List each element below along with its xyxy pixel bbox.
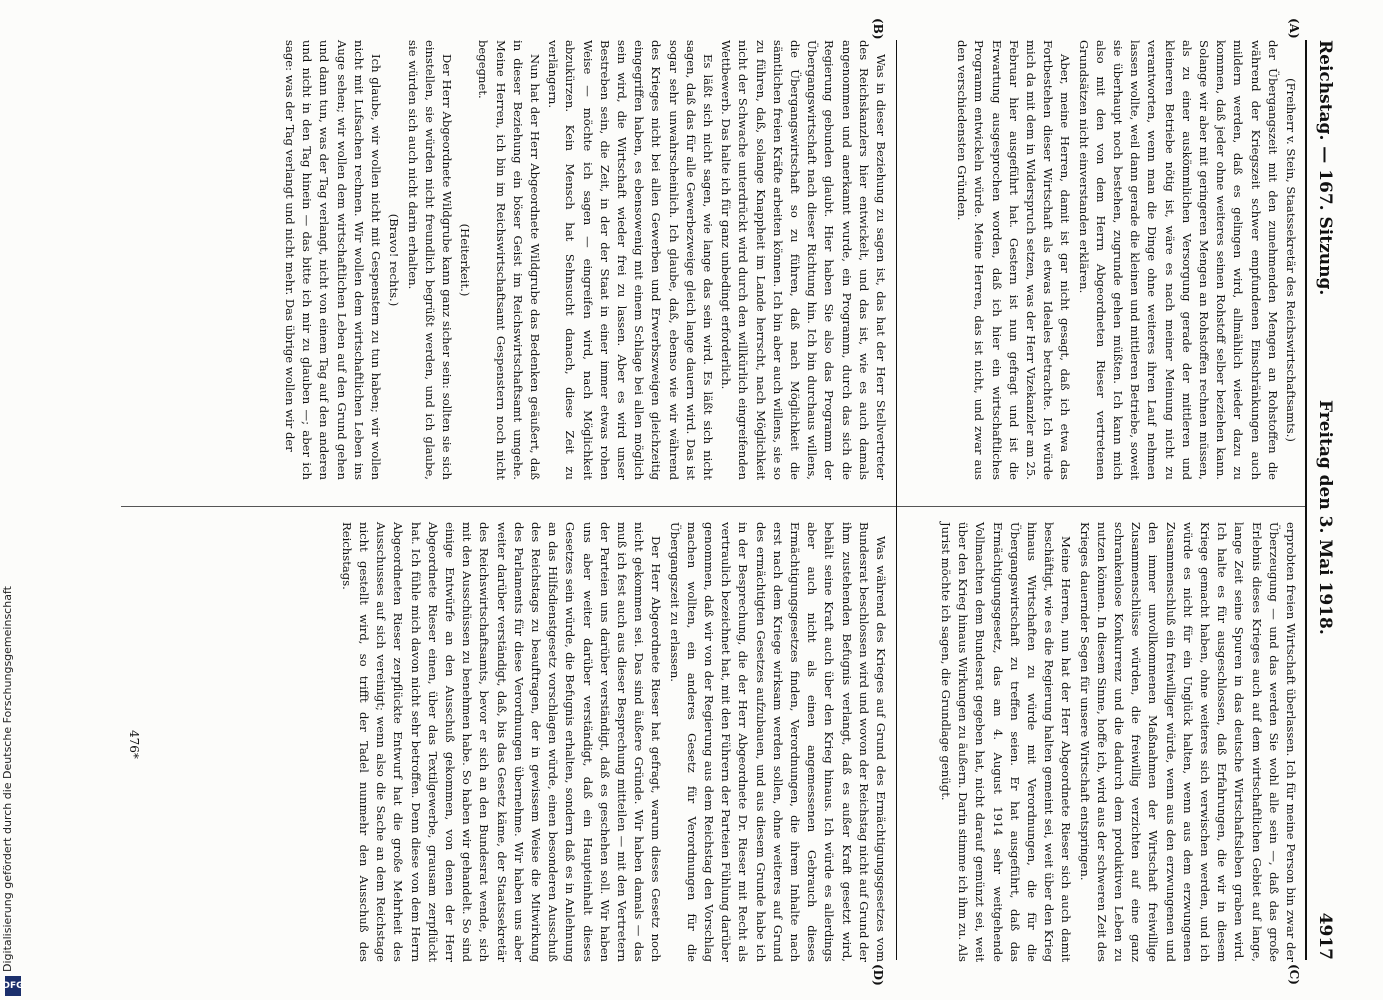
interjection: (Bravo! rechts.) — [387, 213, 402, 307]
column-divider — [121, 506, 1305, 507]
paragraph: erprobten freien Wirtschaft überlassen. Ich für meine Person bin zwar der Überzeugung — und das werden Sie wohl alle sein —, daß das große Erlebnis dieses Krieges auch auf dem wirtschaftlichen Gebiet auf lange, lange Zeit seine Spuren in das deutsche Wirtschaftsleben graben wird. Ich halte es für ausgeschlossen, daß Erfahrungen, die wir in diesem Kriege gemacht haben, ohne weiteres sich verwischen werden, und ich würde es nicht für ein Unglück halten, wenn aus dem erzwungenen Zusammenschluß ein freiwilliger würde, wenn aus den erzwungenen und den immer unvollkommenen Maßnahmen der Wirtschaft freiwillige Zusammenschlüsse würden, die freiwillig verzichten auf eine ganz schrankenlose Konkurrenz und die dadurch dem produktiven Leben zu nutzen können. In diesem Sinne, hoffe ich, wird aus der schweren Zeit des Krieges dauernder Segen für unsere Wirtschaft entspringen. — [1077, 522, 1298, 962]
section-divider — [896, 40, 897, 960]
paragraph: Es läßt sich nicht sagen, wie lange das sein wird. Es läßt sich nicht sagen, daß das für alle Gewerbezweige gleich lange dauern wird. Das ist sogar sehr unwahrscheinlich. Ich glaube, daß, ebenso wie wir während des Krieges nicht bei allen Gewerben und Erwerbszweigen gleichzeitig eingegriffen haben, es ebensowenig mit einem Schlage bei allen möglich sein wird, die Wirtschaft wieder frei zu lassen. Aber es wird unser Bestreben sein, die Zeit, in der der Staat in einer immer etwas rohen Weise — möchte ich sagen — eingreifen wird, nach Möglichkeit abzukürzen. Kein Mensch hat Sehnsucht danach, diese Zeit zu verlängern. — [546, 40, 715, 480]
header-date: Freitag den 3. Mai 1918. — [1315, 400, 1335, 635]
header-left: Reichstag. — 167. Sitzung. — [1315, 40, 1335, 296]
paragraph: Der Herr Abgeordnete Rieser hat gefragt, warum dieses Gesetz noch nicht gekommen sei. Das sind äußere Gründe. Wir haben damals — das muß ich fest auch aus dieser Besprechung mitteilen — mit den Vertretern der Parteien uns darüber verständigt, daß es geschehen soll. Wir haben uns aber weiter darüber verständigt, daß ein Haupteinhalt dieses Gesetzes sein würde, die Befugnis erhalten, sondern daß es in Anlehnung an das Hilfsdienstgesetz vorschlagen würde, einen besonderen Ausschuß des Reichstags zu beauftragen, der in gewissem Weise die Mitwirkung des Parlaments für diese Verordnungen übernehme. Wir haben uns aber weiter darüber verständigt, daß, bis das Gesetz käme, der Staatssekretär des Reichswirtschaftsamts, bevor er sich an den Bundesrat wende, sich mit den Ausschüssen zu benehmen habe. So haben wir gehandelt. So sind einige Entwürfe an den Ausschuß gekommen, von denen der Herr Abgeordnete Rieser einen, über das Textilgewerbe, grausam zerpflückt hat. Ich fühle mich davon nicht sehr betroffen. Denn diese von dem Herrn Abgeordneten Rieser zerpflückte Entwurf hat die große Mehrheit des Ausschusses auf sich vereinigt; wenn also die Sache an dem Reichstage nicht gestellt wird, so trifft der Tadel nunmehr den Ausschuß des Reichstags. — [339, 522, 664, 962]
column-a — [952, 40, 1299, 480]
speaker-line: (Freiherr v. Stein, Staatssekretär des Reichswirtschaftsamts.) — [1284, 78, 1298, 442]
interjection: (Heiterkeit.) — [458, 223, 473, 297]
paragraph: Nun hat der Herr Abgeordnete Wildgrube das Bedenken geäußert, daß in dieser Beziehung ein böser Geist im Reichswirtschaftsamt umgehe. Meine Herren, ich bin im Reichswirtschaftsamt Gespenstern noch nicht begegnet. — [476, 40, 542, 480]
paragraph: Meine Herren, nun hat der Herr Abgeordnete Rieser sich auch damit beschäftigt, wie es die Regierung halten gemeint sei, weit über den Krieg hinaus Wirtschaften zu würde mit Verordnungen, die für die Übergangswirtschaft zu treffen seien. Er hat ausgeführt, daß das Ermächtigungsgesetz, das am 4. August 1914 sehr weitgehende Vollmachten dem Bundesrat gegeben hat, nicht darauf gemünzt sei, weit über den Krieg hinaus Wirkungen zu äußern. Darin stimme ich ihm zu. Als Jurist möchte ich sagen, die Grundlage genügt. — [938, 522, 1074, 962]
column-b — [280, 40, 889, 480]
footer-mark: 476* — [127, 730, 141, 759]
column-d — [337, 522, 890, 962]
credit-text: Digitalisierung gefördert durch die Deutsche Forschungsgemeinschaft — [1, 586, 14, 972]
header-page-number: 4917 — [1315, 912, 1335, 960]
newspaper-page — [81, 18, 1341, 986]
paragraph: der Übergangszeit mit den zunehmenden Mengen an Rohstoffen die während der Kriegszeit schwer empfundenen Einschränkungen auch mildern werden, daß es gelingen wird, allmählich wieder dazu zu kommen, daß jeder ohne weiteres seinen Rohstoff selber beziehen kann. Solange wir aber mit geringeren Mengen an Rohstoffen rechnen müssen, als zu einer auskömmlichen Versorgung gerade der mittleren und kleineren Betriebe nötig ist, wäre es nach meiner Meinung nicht zu verantworten, wenn man die Dinge ohne weiteres ihren Lauf nehmen lassen wollte, weil dann gerade die kleinen und mittleren Betriebe, soweit sie überhaupt noch bestehen, zugrunde gehen müßten. Ich kann mich also mit den von dem Herrn Abgeordneten Rieser vertretenen Grundsätzen nicht einverstanden erklären. — [1076, 40, 1280, 480]
paragraph: Der Herr Abgeordnete Wildgrube kann ganz sicher sein: sollten sie sich einstellen, sie würden nicht freundlich begrüßt werden, und ich glaube, sie würden sich auch nicht darin erhalten. — [405, 40, 454, 480]
digitization-credit — [1, 586, 24, 1000]
dfg-logo: DFG — [5, 976, 21, 996]
paragraph: Aber, meine Herren, damit ist gar nicht gesagt, daß ich etwa das Fortbestehen dieser Wirtschaft als etwas Ideales betrachte. Ich würde mich da mit dem in Widerspruch setzen, was der Herr Vizekanzler am 25. Februar hier ausgeführt hat. Gestern ist nun gefragt und ist die Erwartung ausgesprochen worden, daß ich hier ein wirtschaftliches Programm entwickeln würde. Meine Herren, das ist nicht, und zwar aus den verschiedensten Gründen. — [955, 40, 1073, 480]
paragraph: Ich glaube, wir wollen nicht mit Gespenstern zu tun haben; wir wollen nicht mit Lufsachen rechnen. Wir wollen dem wirtschaftlichen Leben ins Auge sehen; wir wollen dem wirtschaftlichen Leben auf den Grund gehen und dann tun, was der Tag verlangt, nicht von einem Tag auf den anderen und nicht in den Tag hinein — das bitte ich mir zu glauben —; aber ich sage: was der Tag verlangt und nicht mehr. Das übrige wollen wir der — [283, 40, 384, 480]
paragraph: Was während des Krieges auf Grund des Ermächtigungsgesetzes vom Bundesrat beschlossen wird und wovon der Reichstag nicht auf Grund der ihm zustehenden Befugnis verlangt, daß es außer Kraft gesetzt wird, behält seine Kraft auch über den Krieg hinaus. Ich würde es allerdings aber auch nicht als einen angemessenen Gebrauch dieses Ermächtigungsgesetzes finden, Verordnungen, die ihrem Inhalte nach erst nach dem Kriege wirksam werden sollen, ohne weiteres auf Grund des ermächtigten Gesetzes aufzubauen, und aus diesem Grunde habe ich in der Besprechung, die der Herr Abgeordnete Dr. Rieser mit Recht als vertraulich bezeichnet hat, mit den Führern der Parteien Fühlung darüber genommen, daß wir von der Regierung aus dem Reichstag den Vorschlag machen wollten, ein anderes Gesetz für Verordnungen für die Übergangszeit zu erlassen. — [667, 522, 888, 962]
paragraph: Was in dieser Beziehung zu sagen ist, das hat der Herr Stellvertreter des Reichskanzlers hier entwickelt, und das ist, wie es auch damals angenommen und anerkannt wurde, ein Programm, durch das sich die Regierung gebunden glaubt. Hier haben Sie also das Programm der Übergangswirtschaft nach dieser Richtung hin. Ich bin durchaus willens, die Übergangswirtschaft so zu führen, daß nach Möglichkeit die sämtlichen freien Kräfte arbeiten können. Ich bin aber auch willens, sie so zu führen, daß, solange Knappheit im Lande herrscht, nach Möglichkeit nicht der Schwache unterdrückt wird durch den willkürlich eingreifenden Wettbewerb. Das halte ich für ganz unbedingt erforderlich. — [719, 40, 888, 480]
margin-mark-b: (B) — [871, 18, 885, 40]
page-header — [1305, 40, 1341, 960]
margin-mark-d: (D) — [871, 964, 885, 986]
margin-mark-a: (A) — [1287, 18, 1301, 39]
margin-mark-c: (C) — [1287, 964, 1301, 985]
column-c — [936, 522, 1299, 962]
